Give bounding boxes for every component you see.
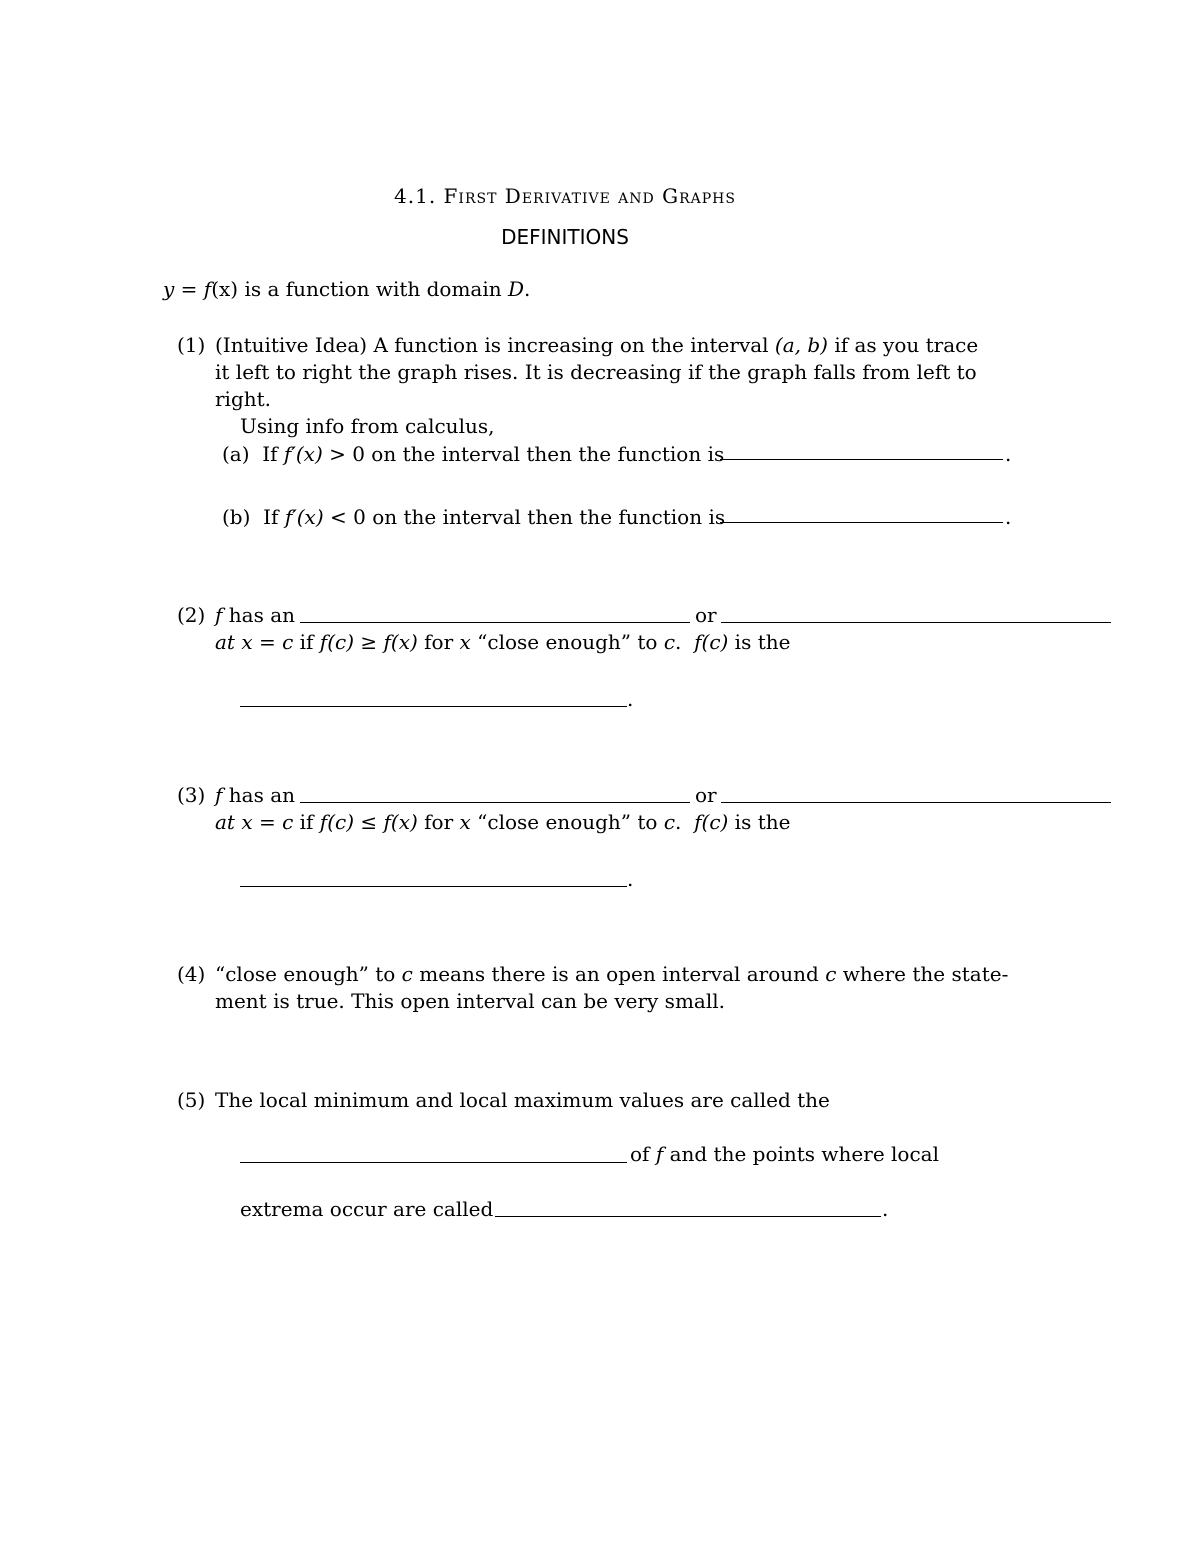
item-1a-period: . bbox=[1005, 442, 1012, 466]
answer-blank-2-first[interactable] bbox=[300, 604, 690, 623]
item-1b-period: . bbox=[1005, 505, 1012, 529]
item-2-number: (2) bbox=[177, 603, 206, 627]
answer-blank-3-first[interactable] bbox=[300, 784, 690, 803]
item-3-end-period: . bbox=[627, 867, 634, 891]
item-3-line-2: at x = c if f(c) ≤ f(x) for x “close enough” to c. f(c) is the bbox=[215, 810, 791, 834]
item-1-line-1: (Intuitive Idea) A function is increasing on the interval (a, b) if as you trace bbox=[215, 333, 979, 357]
item-5-line-2: of f and the points where local bbox=[630, 1142, 939, 1166]
subtitle: DEFINITIONS bbox=[501, 225, 629, 249]
item-3-or: or bbox=[695, 783, 717, 807]
item-5-number: (5) bbox=[177, 1088, 206, 1112]
item-1b: (b) If f′(x) < 0 on the interval then the function is bbox=[222, 505, 726, 529]
section-title: 4.1. First Derivative and Graphs bbox=[394, 184, 736, 208]
answer-blank-5-second[interactable] bbox=[495, 1198, 881, 1217]
item-1-line-2: it left to right the graph rises. It is decreasing if the graph falls from left to bbox=[215, 360, 977, 384]
answer-blank-3-third[interactable] bbox=[240, 868, 627, 887]
item-3-number: (3) bbox=[177, 783, 206, 807]
answer-blank-5-first[interactable] bbox=[240, 1144, 627, 1163]
item-1-number: (1) bbox=[177, 333, 206, 357]
answer-blank-2-second[interactable] bbox=[721, 604, 1111, 623]
item-2-or: or bbox=[695, 603, 717, 627]
item-4-line-2: ment is true. This open interval can be very small. bbox=[215, 989, 725, 1013]
intro-line: y = f(x) is a function with domain D. bbox=[163, 277, 531, 301]
item-5-line-3: extrema occur are called bbox=[240, 1197, 494, 1221]
answer-blank-3-second[interactable] bbox=[721, 784, 1111, 803]
answer-blank-1b[interactable] bbox=[720, 504, 1003, 523]
item-2-end-period: . bbox=[627, 687, 634, 711]
item-4-line-1: “close enough” to c means there is an open interval around c where the state- bbox=[215, 962, 1009, 986]
item-1-line-3: right. bbox=[215, 387, 272, 411]
item-1-line-4: Using info from calculus, bbox=[240, 414, 495, 438]
item-4-number: (4) bbox=[177, 962, 206, 986]
item-1a: (a) If f′(x) > 0 on the interval then the function is bbox=[222, 442, 725, 466]
item-5-line-1: The local minimum and local maximum values are called the bbox=[215, 1088, 830, 1112]
answer-blank-2-third[interactable] bbox=[240, 688, 627, 707]
item-3-has-an: f has an bbox=[215, 783, 295, 807]
answer-blank-1a[interactable] bbox=[720, 441, 1003, 460]
item-2-line-2: at x = c if f(c) ≥ f(x) for x “close enough” to c. f(c) is the bbox=[215, 630, 791, 654]
item-2-has-an: f has an bbox=[215, 603, 295, 627]
item-5-end-period: . bbox=[882, 1197, 889, 1221]
